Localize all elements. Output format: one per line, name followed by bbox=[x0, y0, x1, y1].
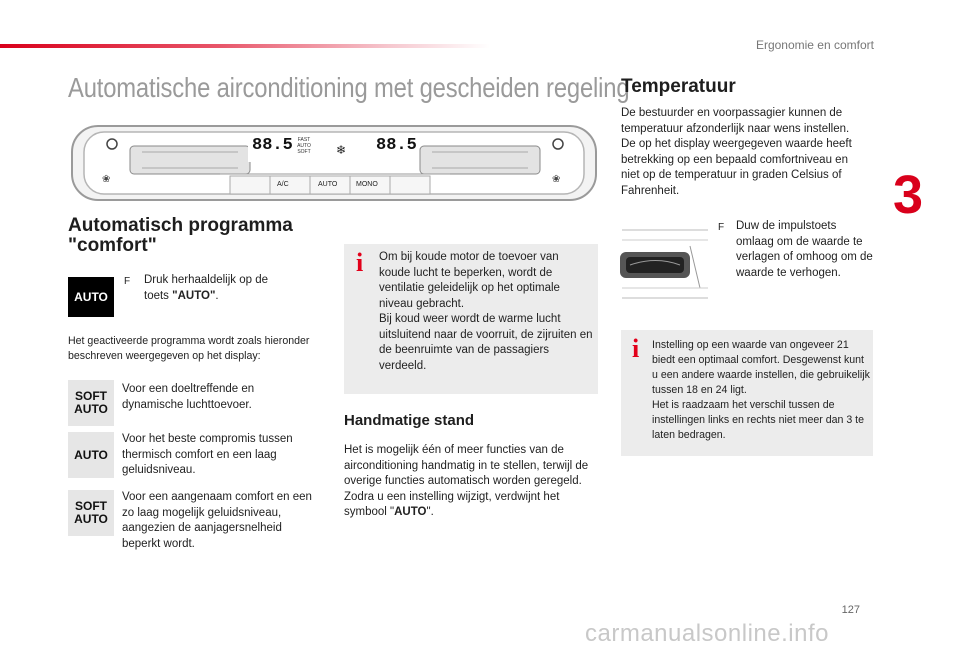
mode-description: Voor een aangenaam comfort en een zo laag mogelijk geluidsniveau, aangezien de aanjagersnelheid beperkt wordt. bbox=[122, 491, 312, 550]
info-icon: i bbox=[632, 334, 640, 363]
comfort-step-text: Druk herhaaldelijk op de toets bbox=[144, 274, 269, 302]
info-cold-text bbox=[379, 250, 593, 374]
manual-p1: Het is mogelijk één of meer functies van de airconditioning handmatig in te stellen, terwijl de overige functies automatisch worden geregeld. bbox=[344, 444, 589, 487]
mode-soft: SOFT bbox=[297, 149, 311, 155]
info-box-temperature bbox=[621, 330, 873, 456]
svg-text:❄: ❄ bbox=[336, 143, 347, 157]
badge-line1: SOFT bbox=[75, 389, 107, 403]
info-cold-p1: Om bij koude motor de toevoer van koude lucht te beperken, wordt de ventilatie geleidelijk op het optimale niveau gebracht. bbox=[379, 251, 560, 310]
manual-heading: Handmatige stand bbox=[344, 412, 475, 429]
svg-text:❀: ❀ bbox=[552, 174, 561, 185]
mono-button: MONO bbox=[356, 181, 378, 188]
mode-description: Voor een doeltreffende en dynamische luchttoevoer. bbox=[122, 383, 255, 411]
page-title: Automatische airconditioning met gescheiden regeling bbox=[68, 72, 630, 103]
manual-p2-key: AUTO bbox=[394, 506, 427, 518]
manual-text bbox=[344, 443, 594, 521]
auto-button: AUTO bbox=[318, 181, 338, 188]
temperature-heading: Temperatuur bbox=[621, 76, 736, 97]
right-temp-display: 88.5 bbox=[376, 136, 417, 155]
mode-description: Voor het beste compromis tussen thermisch comfort en een laag geluidsniveau. bbox=[122, 433, 293, 476]
soft-auto-badge bbox=[68, 490, 114, 536]
chapter-number: 3 bbox=[893, 165, 924, 225]
bullet-icon: F bbox=[124, 276, 131, 287]
comfort-heading: Automatisch programma "comfort" bbox=[68, 215, 293, 256]
comfort-step-end: . bbox=[215, 289, 219, 302]
left-temp-display: 88.5 bbox=[252, 136, 293, 155]
auto-badge: AUTO bbox=[68, 277, 114, 317]
svg-text:❀: ❀ bbox=[102, 174, 111, 185]
mode-indicator bbox=[294, 137, 314, 155]
badge-line1: SOFT bbox=[75, 499, 107, 513]
section-title: Ergonomie en comfort bbox=[755, 38, 874, 52]
manual-p2 bbox=[344, 490, 594, 521]
badge-line2: AUTO bbox=[74, 402, 108, 416]
comfort-step-key: "AUTO" bbox=[172, 289, 216, 302]
info-temp-text bbox=[652, 338, 872, 443]
info-box-cold-engine bbox=[344, 244, 598, 394]
header-red-bar bbox=[0, 44, 490, 48]
comfort-intro: Het geactiveerde programma wordt zoals hieronder beschreven weergegeven op het display: bbox=[68, 335, 310, 362]
manual-p2-end: ". bbox=[426, 506, 434, 518]
mode-auto: AUTO bbox=[297, 143, 311, 149]
comfort-step bbox=[144, 273, 294, 304]
temperature-intro: De bestuurder en voorpassagier kunnen de temperatuur afzonderlijk naar wens instellen. De op het display weergegeven waarde heeft betrekking op een bepaald comfortniveau en niet op de temperatuur in graden Celsius of Fahrenheit. bbox=[621, 107, 852, 197]
temperature-step: Duw de impulstoets omlaag om de waarde te verlagen of omhoog om de waarde te verhogen. bbox=[736, 220, 873, 279]
bullet-icon: F bbox=[718, 222, 725, 233]
info-cold-p2: Bij koud weer wordt de warme lucht uitsluitend naar de voorruit, de zijruiten en de beenruimte van de passagiers verdeeld. bbox=[379, 313, 593, 372]
temperature-wheel-illustration bbox=[618, 226, 712, 302]
badge-line1: AUTO bbox=[74, 447, 108, 462]
ac-button: A/C bbox=[277, 181, 289, 188]
soft-auto-badge bbox=[68, 380, 114, 426]
climate-panel-illustration bbox=[70, 124, 598, 204]
info-temp-p2: Het is raadzaam het verschil tussen de instellingen links en rechts niet meer dan 3 te laten bedragen. bbox=[652, 399, 864, 441]
manual-p2-text: Zodra u een instelling wijzigt, verdwijnt het symbool " bbox=[344, 490, 560, 518]
badge-line2: AUTO bbox=[74, 512, 108, 526]
auto-mode-badge bbox=[68, 432, 114, 478]
info-icon: i bbox=[356, 248, 364, 277]
mode-fast: FAST bbox=[297, 137, 311, 143]
page-number: 127 bbox=[841, 604, 860, 616]
watermark: carmanualsonline.info bbox=[585, 620, 829, 647]
info-temp-p1: Instelling op een waarde van ongeveer 21 biedt een optimaal comfort. Desgewenst kunt u een andere waarde instellen, die gebruikelijk tussen 18 en 24 ligt. bbox=[652, 339, 870, 396]
